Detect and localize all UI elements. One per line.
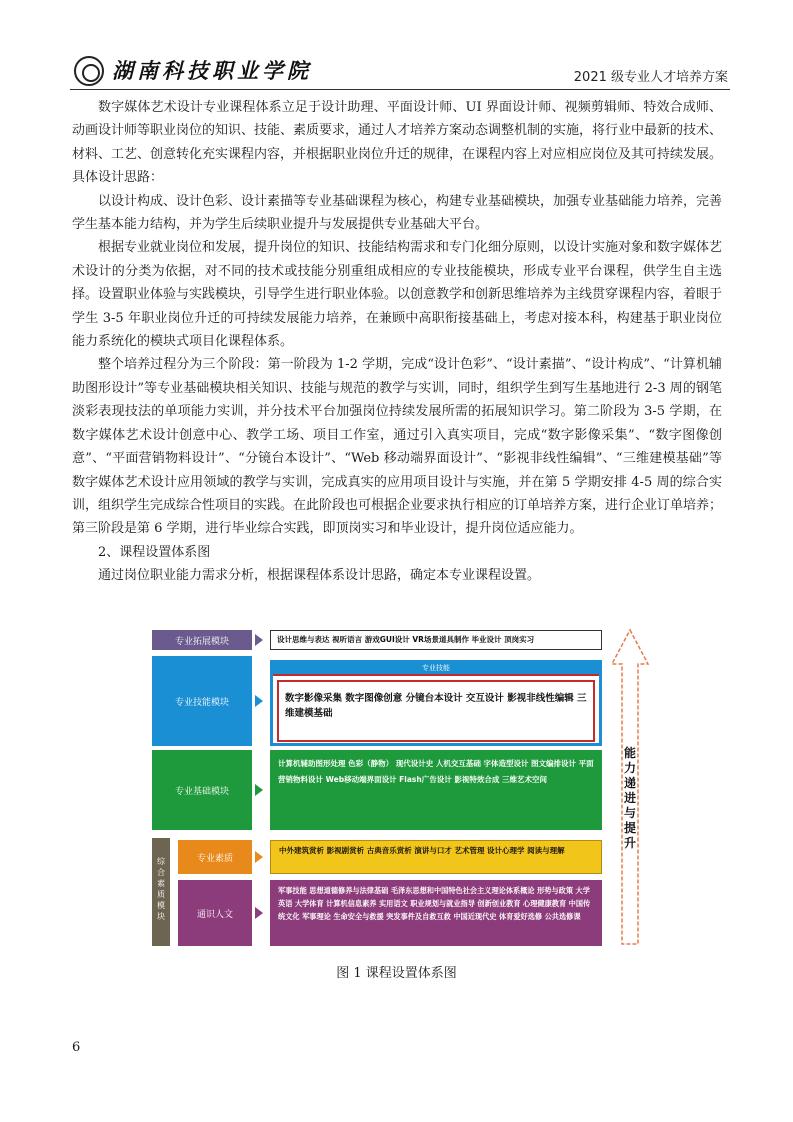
body-text <box>72 96 722 588</box>
general-module-label: 通识人文 <box>178 880 252 946</box>
ext-module-content: 设计思维与表达 视听语言 游戏GUI设计 VR场景道具制作 毕业设计 顶岗实习 <box>270 630 602 650</box>
quality-module-label: 专业素质 <box>178 840 252 874</box>
section-heading: 2、课程设置体系图 <box>98 544 211 560</box>
skill-module-box <box>270 660 602 746</box>
base-module-label: 专业基础模块 <box>152 750 252 830</box>
comp-module-label: 综合素质模块 <box>157 857 165 921</box>
arrow-right-icon <box>255 851 263 863</box>
skill-module-content: 数字影像采集 数字图像创意 分镜台本设计 交互设计 影视非线性编辑 三维建模基础 <box>285 693 587 719</box>
skill-module-label: 专业技能模块 <box>152 656 252 746</box>
progression-arrow-label: 能力递进与提升 <box>623 746 636 850</box>
paragraph: 以设计构成、设计色彩、设计素描等专业基础课程为核心，构建专业基础模块，加强专业基础能力培养，完善学生基本能力结构，并为学生后续职业提升与发展提供专业基础大平台。 <box>72 193 723 233</box>
arrow-right-icon <box>255 634 263 646</box>
school-name: 湖南科技职业学院 <box>112 58 312 83</box>
paragraph: 根据专业就业岗位和发展，提升岗位的知识、技能结构需求和专门化细分原则，以设计实施对象和数字媒体艺术设计的分类为依据，对不同的技术或技能分别重组成相应的专业技能模块，形成专业平台课程，供学生自主选择。设置职业体验与实践模块，引导学生进行职业体验。以创意教学和创新思维培养为主线贯穿课程内容，着眼于学生 3-5 年职业岗位升迁的可持续发展能力培养，在兼顾中高职衔接基础上，考虑对接本科，构建基于职业岗位能力系统化的模块式项目化课程体系。 <box>72 240 723 350</box>
arrow-right-icon <box>255 695 263 707</box>
document-title: 2021 级专业人才培养方案 <box>573 70 728 85</box>
page-number: 6 <box>72 1040 81 1055</box>
quality-module-content: 中外建筑赏析 影视剧赏析 古典音乐赏析 演讲与口才 艺术管理 设计心理学 阅读与理解 <box>270 840 602 874</box>
arrow-right-icon <box>255 907 263 919</box>
figure-caption: 图 1 课程设置体系图 <box>336 966 457 981</box>
general-module-content: 军事技能 思想道德修养与法律基础 毛泽东思想和中国特色社会主义理论体系概论 形势与政策 大学英语 大学体育 计算机信息素养 实用语文 职业规划与就业指导 创新创业教育 心理健康教育 中国传统文化 军事理论 生命安全与救援 突发事件及自救互救 中国近现代史 体育爱好选修 公共选修课 <box>270 880 602 946</box>
school-logo-icon <box>74 56 104 86</box>
base-module-content: 计算机辅助图形处理 色彩（静物） 现代设计史 人机交互基础 字体造型设计 图文编排设计 平面营销物料设计 Web移动端界面设计 Flash广告设计 影视特效合成 三维艺术空间 <box>270 750 602 830</box>
course-system-diagram <box>152 628 652 946</box>
arrow-right-icon <box>255 784 263 796</box>
skill-module-header: 专业技能 <box>273 663 599 676</box>
page-header <box>70 52 730 90</box>
paragraph: 整个培养过程分为三个阶段：第一阶段为 1-2 学期，完成“设计色彩”、“设计素描”、“设计构成”、“计算机辅助图形设计”等专业基础模块相关知识、技能与规范的教学与实训，同时，组织学生到写生基地进行 2-3 周的钢笔淡彩表现技法的单项能力实训，并分技术平台加强岗位持续发展所需的拓展知识学习。第二阶段为 3-5 学期，在数字媒体艺术设计创意中心、教学工场、项目工作室，通过引入真实项目，完成“数字影像采集”、“数字图像创意”、“平面营销物料设计”、“分镜台本设计”、“Web 移动端界面设计”、“影视非线性编辑”、“三维建模基础”等数字媒体艺术设计应用领域的教学与实训，完成真实的应用项目设计与实施，并在第 5 学期安排 4-5 周的综合实训，组织学生完成综合性项目的实践。在此阶段也可根据企业要求执行相应的订单培养方案，进行企业订单培养；第三阶段是第 6 学期，进行毕业综合实践，即顶岗实习和毕业设计，提升岗位适应能力。 <box>72 357 723 537</box>
paragraph: 数字媒体艺术设计专业课程体系立足于设计助理、平面设计师、UI 界面设计师、视频剪辑师、特效合成师、动画设计师等职业岗位的知识、技能、素质要求，通过人才培养方案动态调整机制的实施，将行业中最新的技术、材料、工艺、创意转化充实课程内容，并根据职业岗位升迁的规律，在课程内容上对应相应岗位及其可持续发展。具体设计思路： <box>72 100 723 186</box>
intro-line: 通过岗位职业能力需求分析，根据课程体系设计思路，确定本专业课程设置。 <box>98 568 541 584</box>
ext-module-label: 专业拓展模块 <box>152 630 252 650</box>
